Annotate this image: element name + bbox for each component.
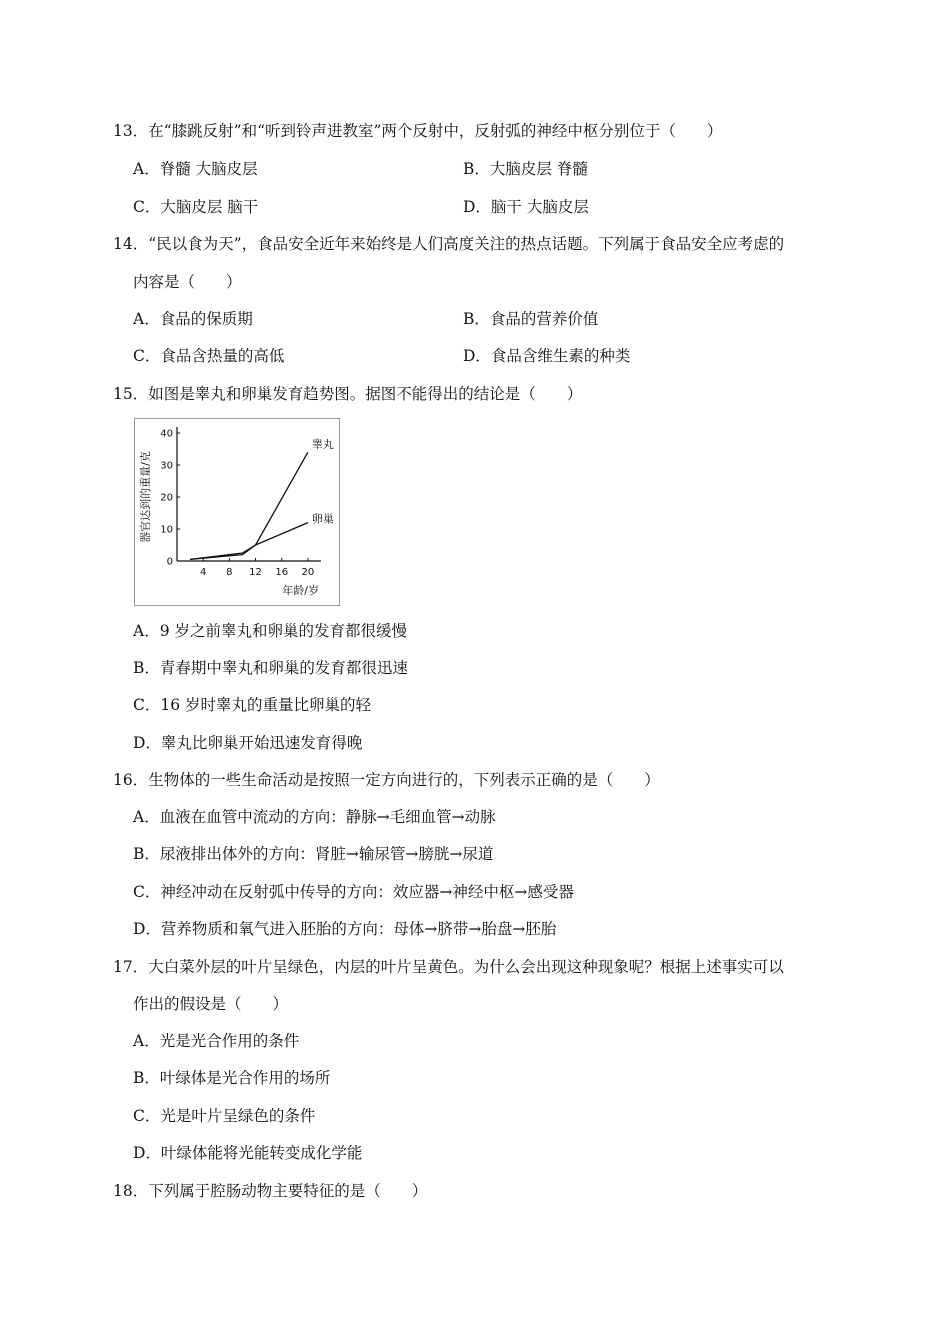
q14-option-c: C．食品含热量的高低 (133, 347, 285, 365)
series-label-1: 卵巢 (311, 512, 334, 526)
y-tick-label: 10 (160, 524, 173, 536)
q15-option-a: A．9 岁之前睾丸和卵巢的发育都很缓慢 (133, 622, 407, 640)
series-line-1 (190, 523, 308, 560)
y-tick-label: 30 (160, 460, 173, 472)
y-axis-label: 器官达到的重量/克 (139, 451, 152, 543)
q15-option-c: C．16 岁时睾丸的重量比卵巢的轻 (133, 696, 372, 714)
q14-option-d: D．食品含维生素的种类 (463, 347, 631, 365)
q14-stem-line2: 内容是（ ） (133, 273, 242, 291)
q14-option-a: A．食品的保质期 (133, 310, 253, 328)
q18-stem: 18．下列属于腔肠动物主要特征的是（ ） (113, 1182, 428, 1200)
x-tick-label: 8 (226, 567, 233, 578)
q13-option-c: C．大脑皮层 脑干 (133, 198, 259, 216)
x-tick-label: 20 (301, 567, 315, 578)
q13-option-b: B．大脑皮层 脊髓 (463, 160, 588, 178)
q17-option-b: B．叶绿体是光合作用的场所 (133, 1069, 331, 1087)
y-tick-label: 40 (160, 428, 173, 440)
q16-option-c: C．神经冲动在反射弧中传导的方向：效应器→神经中枢→感受器 (133, 883, 574, 901)
q17-option-a: A．光是光合作用的条件 (133, 1032, 300, 1050)
q16-stem: 16．生物体的一些生命活动是按照一定方向进行的，下列表示正确的是（ ） (113, 771, 660, 789)
q14-stem-line1: 14．“民以食为天”，食品安全近年来始终是人们高度关注的热点话题。下列属于食品安全应考虑的 (113, 235, 785, 253)
q16-option-d: D．营养物质和氧气进入胚胎的方向：母体→脐带→胎盘→胚胎 (133, 920, 557, 938)
y-tick-label: 20 (160, 492, 173, 504)
q17-stem-line1: 17．大白菜外层的叶片呈绿色，内层的叶片呈黄色。为什么会出现这种现象呢？根据上述事实可以 (113, 958, 784, 976)
x-tick-label: 4 (199, 567, 207, 578)
q15-stem: 15．如图是睾丸和卵巢发育趋势图。据图不能得出的结论是（ ） (113, 385, 583, 403)
q17-option-d: D．叶绿体能将光能转变成化学能 (133, 1144, 363, 1162)
q15-option-b: B．青春期中睾丸和卵巢的发育都很迅速 (133, 659, 408, 677)
chart-svg (135, 419, 339, 605)
q16-option-a: A．血液在血管中流动的方向：静脉→毛细血管→动脉 (133, 808, 496, 826)
q16-option-b: B．尿液排出体外的方向：肾脏→输尿管→膀胱→尿道 (133, 845, 494, 863)
development-trend-chart (134, 418, 340, 606)
q14-option-b: B．食品的营养价值 (463, 310, 599, 328)
x-tick-label: 16 (275, 567, 289, 578)
q13-stem: 13．在“膝跳反射”和“听到铃声进教室”两个反射中，反射弧的神经中枢分别位于（ ） (113, 122, 723, 140)
x-tick-label: 12 (249, 567, 262, 578)
series-label-0: 睾丸 (311, 438, 334, 452)
q13-option-d: D．脑干 大脑皮层 (463, 198, 589, 216)
q13-option-a: A．脊髓 大脑皮层 (133, 160, 258, 178)
series-line-0 (190, 452, 308, 559)
q17-option-c: C．光是叶片呈绿色的条件 (133, 1107, 316, 1125)
x-axis-label: 年龄/岁 (282, 584, 319, 597)
q15-option-d: D．睾丸比卵巢开始迅速发育得晚 (133, 734, 363, 752)
q17-stem-line2: 作出的假设是（ ） (133, 995, 289, 1013)
y-tick-label: 0 (166, 556, 173, 568)
